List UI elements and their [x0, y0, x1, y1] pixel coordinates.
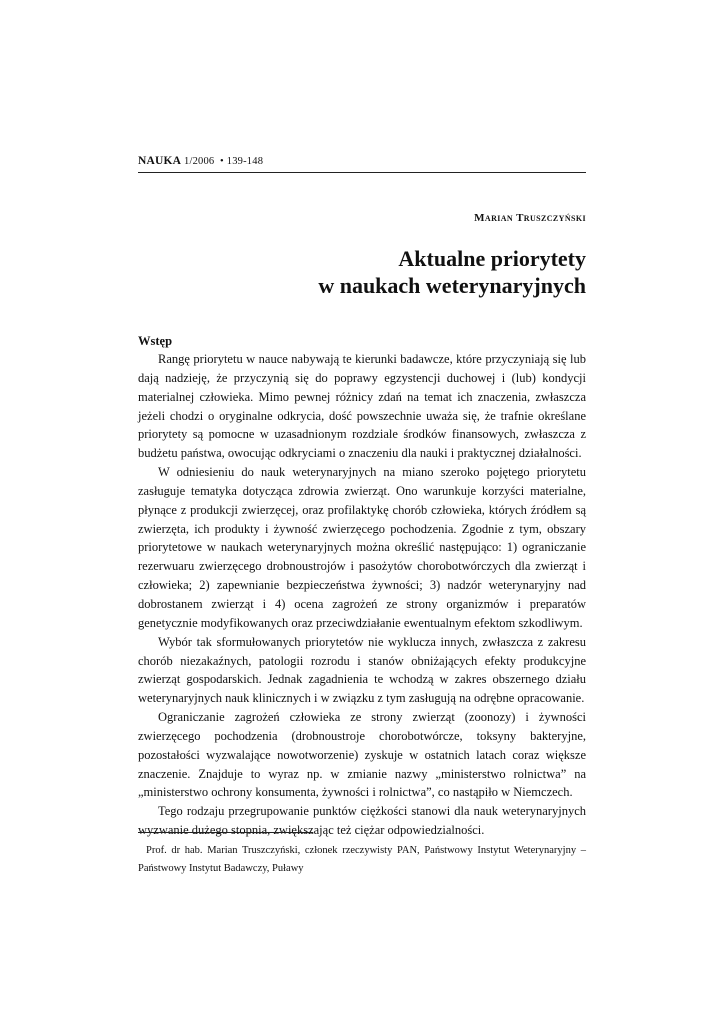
article-body: [138, 350, 586, 840]
running-header: [138, 155, 586, 167]
paragraph: Ograniczanie zagrożeń człowieka ze strony zwierząt (zoonozy) i żywności zwierzęcego pochodzenia (drobnoustroje chorobotwórcze, toksyny bakteryjne, pozostałości wyzwalające nowotworzenie) zyskuje w ostatnich latach coraz większe znaczenie. Znajduje to wyraz np. w zmianie nazwy „ministerstwo rolnictwa” na „ministerstwo ochrony konsumenta, żywności i rolnictwa”, co nastąpiło w Niemczech.: [138, 710, 586, 800]
footnote: [138, 842, 586, 877]
header-separator: •: [220, 156, 224, 167]
journal-name: NAUKA: [138, 155, 182, 167]
paragraph: W odniesieniu do nauk weterynaryjnych na miano szeroko pojętego priorytetu zasługuje tematyka dotycząca zdrowia zwierząt. Ono warunkuje korzyści materialne, płynące z produkcji zwierzęcej, oraz profilaktykę chorób człowieka, których źródłem są zwierzęta, ich produkty i żywność zwierzęcego pochodzenia. Zgodnie z tym, obszary priorytetowe w naukach weterynaryjnych można określić następująco: 1) ograniczanie rezerwuaru zwierzęcego drobnoustrojów i pasożytów chorobotwórczych dla zwierząt i człowieka; 2) zapewnianie bezpieczeństwa żywności; 3) nadzór weterynaryjny nad dobrostanem zwierząt i 4) ocena zagrożeń ze strony organizmów i preparatów genetycznie modyfikowanych oraz przeciwdziałanie ewentualnym efektom szkodliwym.: [138, 465, 586, 630]
title-line-1: Aktualne priorytety: [398, 246, 586, 271]
section-heading: Wstęp: [138, 334, 173, 348]
title-line-2: w naukach weterynaryjnych: [318, 273, 586, 298]
paragraph: Rangę priorytetu w nauce nabywają te kierunki badawcze, które przyczyniają się lub dają nadzieję, że przyczynią się do poprawy egzystencji duchowej i (lub) kondycji materialnej człowieka. Mimo pewnej różnicy zdań na temat ich znaczenia, zwłaszcza jeżeli chodzi o oryginalne odkrycia, dość powszechnie uważa się, że trafnie określane priorytety są pomocne w uzasadnionym rozdziale środków finansowych, zwłaszcza z budżetu państwa, owocując odkryciami o znaczeniu dla nauki i praktycznej działalności.: [138, 352, 586, 461]
header-rule: [138, 172, 586, 173]
article-title: [166, 245, 586, 299]
author-name: Marian Truszczyński: [474, 212, 586, 224]
paragraph: Tego rodzaju przegrupowanie punktów ciężkości stanowi dla nauk weterynaryjnych wyzwanie dużego stopnia, zwiększając też ciężar odpowiedzialności.: [138, 804, 586, 838]
footnote-rule: [138, 832, 313, 833]
issue-number: 1/2006: [184, 156, 215, 167]
page-range: 139-148: [226, 156, 264, 167]
footnote-text: Prof. dr hab. Marian Truszczyński, członek rzeczywisty PAN, Państwowy Instytut Weterynaryjny – Państwowy Instytut Badawczy, Puławy: [138, 845, 586, 874]
paragraph: Wybór tak sformułowanych priorytetów nie wyklucza innych, zwłaszcza z zakresu chorób niezakaźnych, patologii rozrodu i stanów obniżających efekty produkcyjne zwierząt gospodarskich. Jednak zagadnienia te wchodzą w zakres obszernego działu weterynaryjnych nauk klinicznych i w związku z tym zasługują na odrębne opracowanie.: [138, 634, 586, 706]
